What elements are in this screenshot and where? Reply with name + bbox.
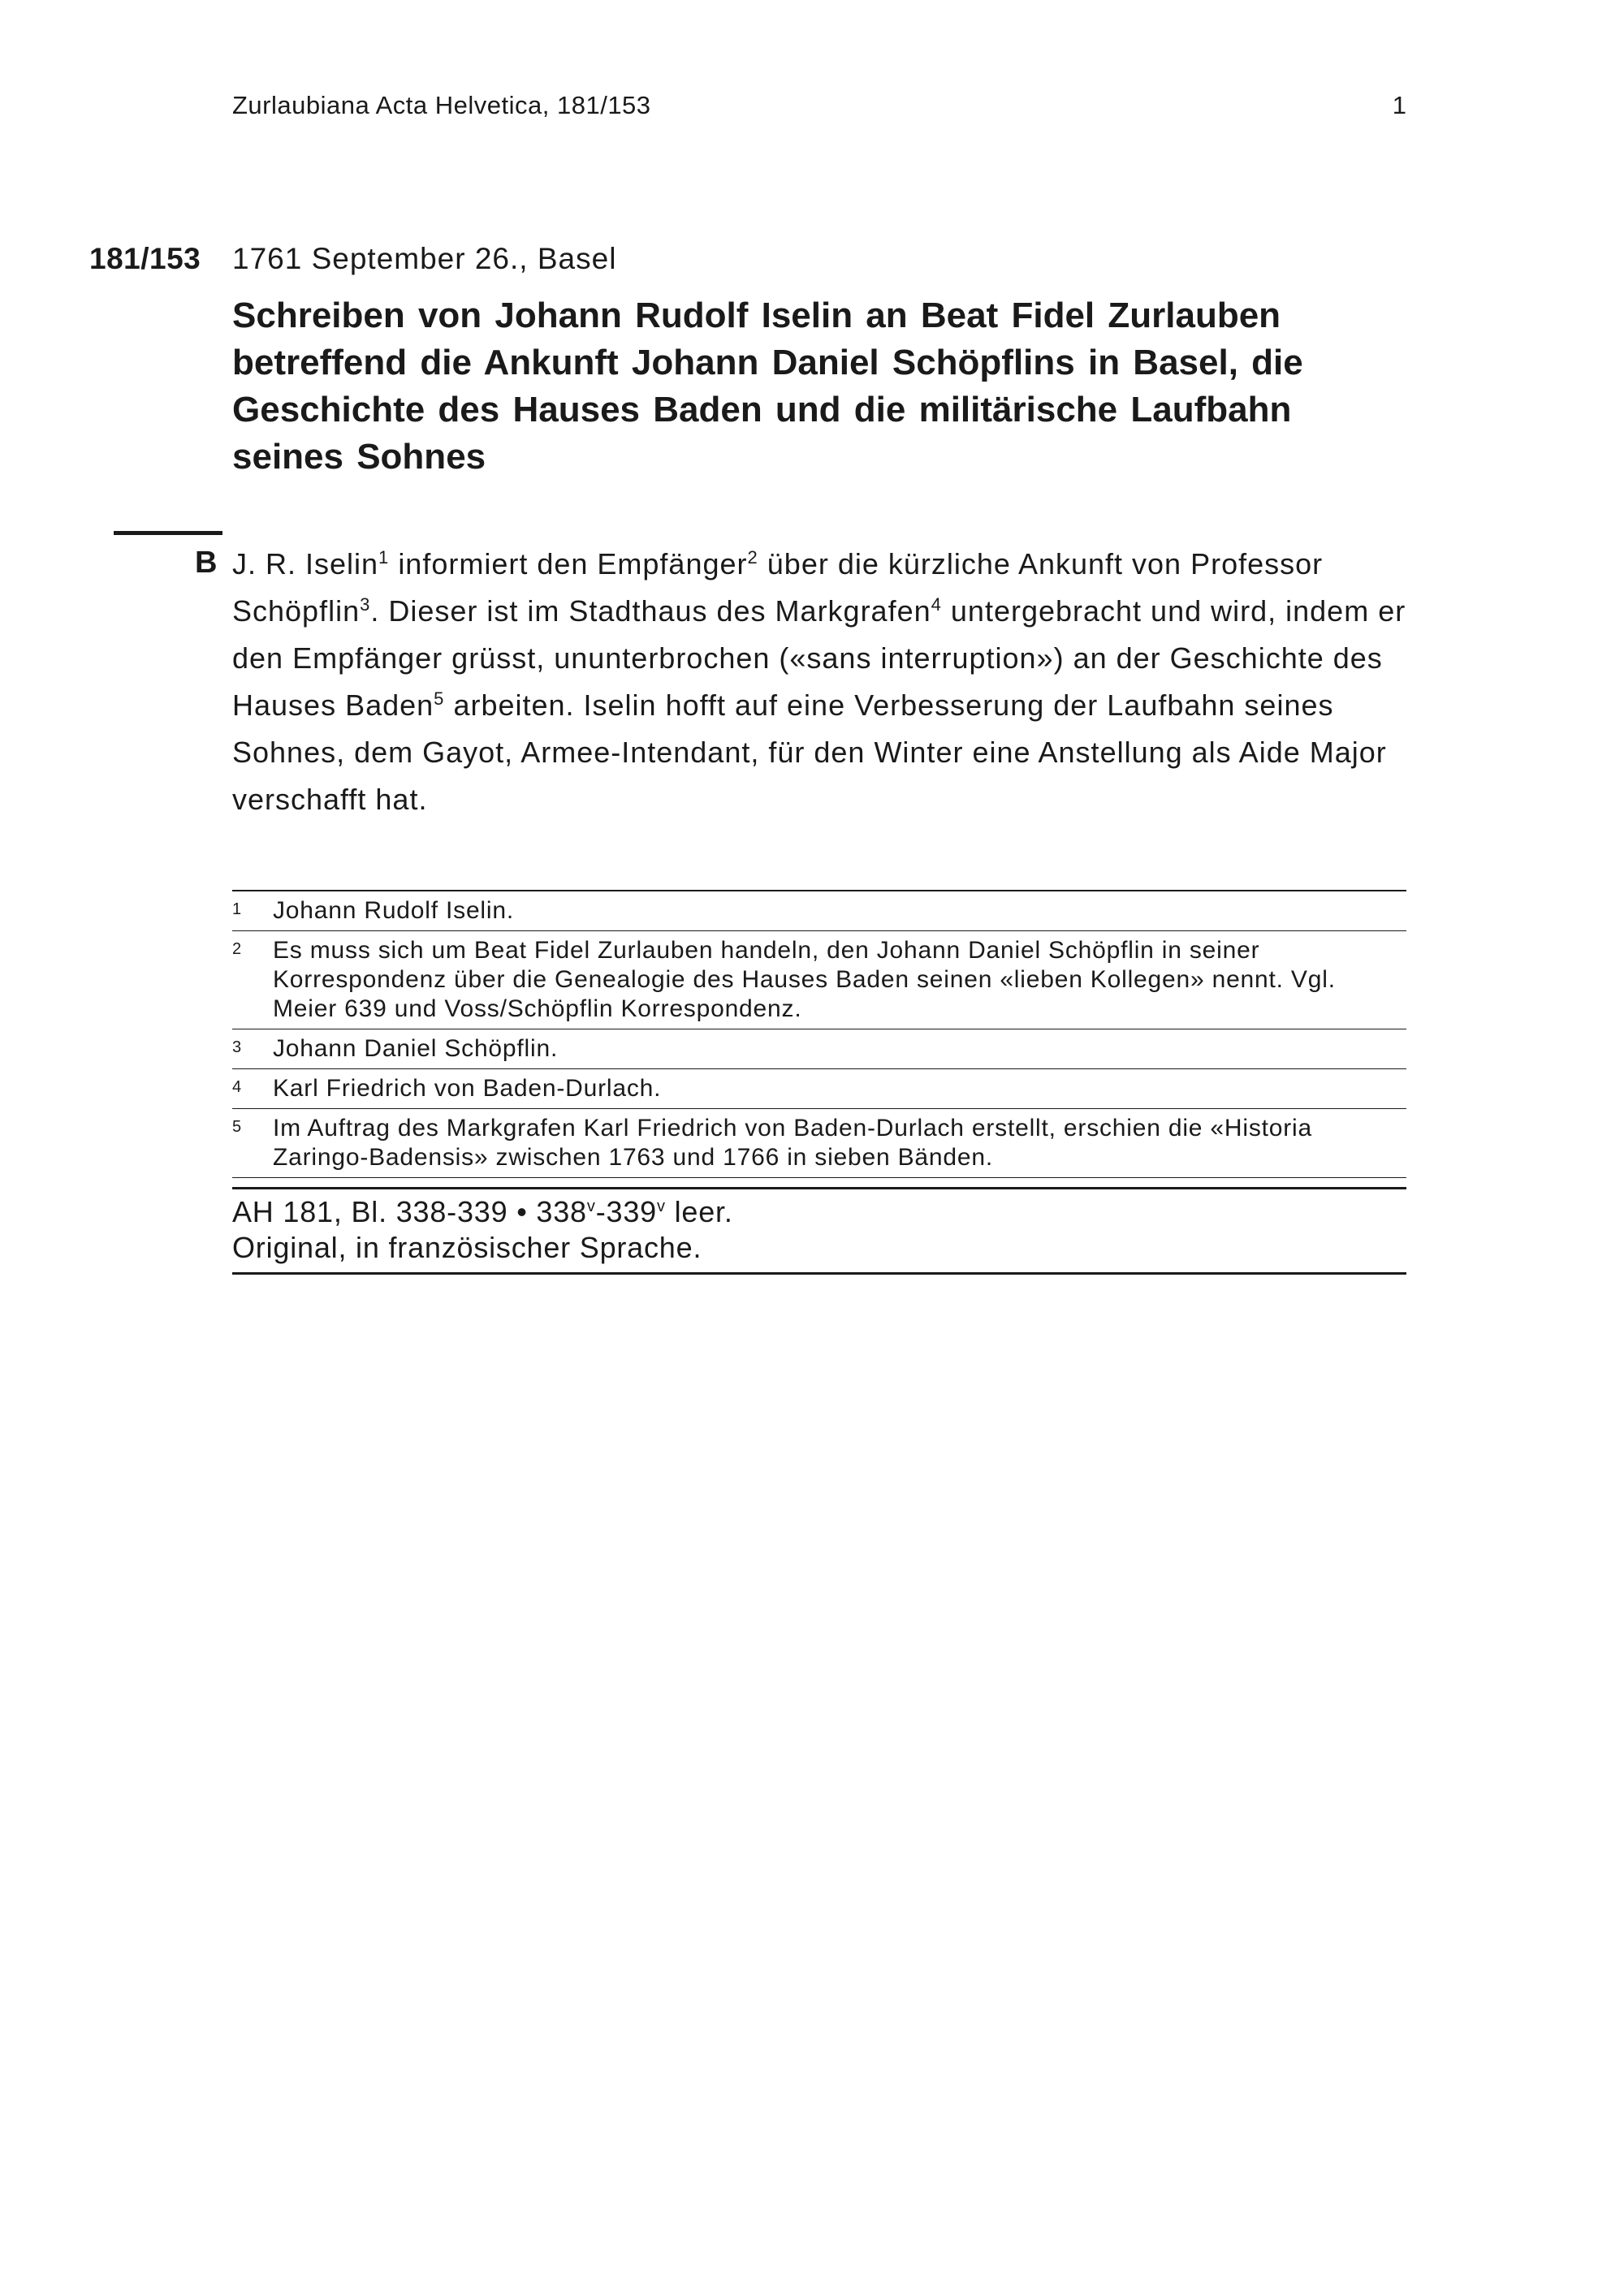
footnote-ref[interactable]: 3 (360, 594, 371, 615)
footnote-number: 3 (232, 1038, 242, 1056)
footnote-text: Johann Daniel Schöpflin. (273, 1035, 559, 1062)
document-number: 181/153 (89, 242, 201, 275)
document-title: Schreiben von Johann Rudolf Iselin an Beat Fidel Zurlauben betreffend die Ankunft Johann Daniel Schöpflins in Basel, die Geschichte des Hauses Baden und die militärische Laufbahn seines Sohnes (232, 296, 1303, 477)
summary-text: informiert den Empfänger (398, 547, 748, 580)
footnote (232, 1109, 1406, 1178)
footnote (232, 931, 1406, 1029)
footnote-text: Es muss sich um Beat Fidel Zurlauben handeln, den Johann Daniel Schöpflin in seiner Korrespondenz über die Genealogie des Hauses Baden seinen «lieben Kollegen» nennt. Vgl. Meier 639 und Voss/Schöpflin Korrespondenz. (273, 937, 1336, 1022)
running-head (232, 91, 1406, 132)
archive-reference: AH 181, Bl. 338-339 • 338$^v$-339$^v$ leer. (232, 1195, 733, 1228)
footnote-ref[interactable]: 2 (747, 547, 758, 568)
section-marker-letter: B (195, 546, 218, 580)
summary-paragraph (232, 541, 1410, 823)
section-marker-rule (114, 531, 222, 535)
summary-text: J. R. Iselin (232, 547, 379, 580)
summary-text: untergebracht und wird, indem er den Empfänger grüsst, ununterbrochen («sans interruption») an der Geschichte des Hauses Baden (232, 594, 1406, 722)
summary-text: . Dieser ist im Stadthaus des Markgrafen (370, 594, 931, 628)
source-reference (232, 1187, 1406, 1275)
footnote-ref[interactable]: 1 (378, 547, 390, 568)
footnote-number: 4 (232, 1078, 242, 1096)
running-title: Zurlaubiana Acta Helvetica, 181/153 (232, 91, 651, 119)
footnote (232, 891, 1406, 931)
date-place: 1761 September 26., Basel (232, 242, 617, 275)
footnote-ref[interactable]: 4 (931, 594, 942, 615)
footnote (232, 1029, 1406, 1069)
footnote (232, 1069, 1406, 1109)
original-language: Original, in französischer Sprache. (232, 1231, 702, 1264)
footnote-text: Johann Rudolf Iselin. (273, 897, 514, 924)
summary-text: über die kürzliche Ankunft von Professor Schöpflin (232, 547, 1324, 628)
footnote-text: Karl Friedrich von Baden-Durlach. (273, 1075, 662, 1102)
summary-text: arbeiten. Iselin hofft auf eine Verbesserung der Laufbahn seines Sohnes, dem Gayot, Armee-Intendant, für den Winter eine Anstellung als Aide Major verschafft hat. (232, 688, 1387, 816)
page-number: 1 (1392, 91, 1406, 119)
footnote-text: Im Auftrag des Markgrafen Karl Friedrich von Baden-Durlach erstellt, erschien die «Historia Zaringo-Badensis» zwischen 1763 und 1766 in sieben Bänden. (273, 1115, 1312, 1171)
footnote-number: 1 (232, 900, 242, 918)
footnote-number: 2 (232, 940, 242, 958)
footnote-ref[interactable]: 5 (434, 688, 445, 709)
footnotes (232, 890, 1406, 1178)
footnote-number: 5 (232, 1118, 242, 1136)
